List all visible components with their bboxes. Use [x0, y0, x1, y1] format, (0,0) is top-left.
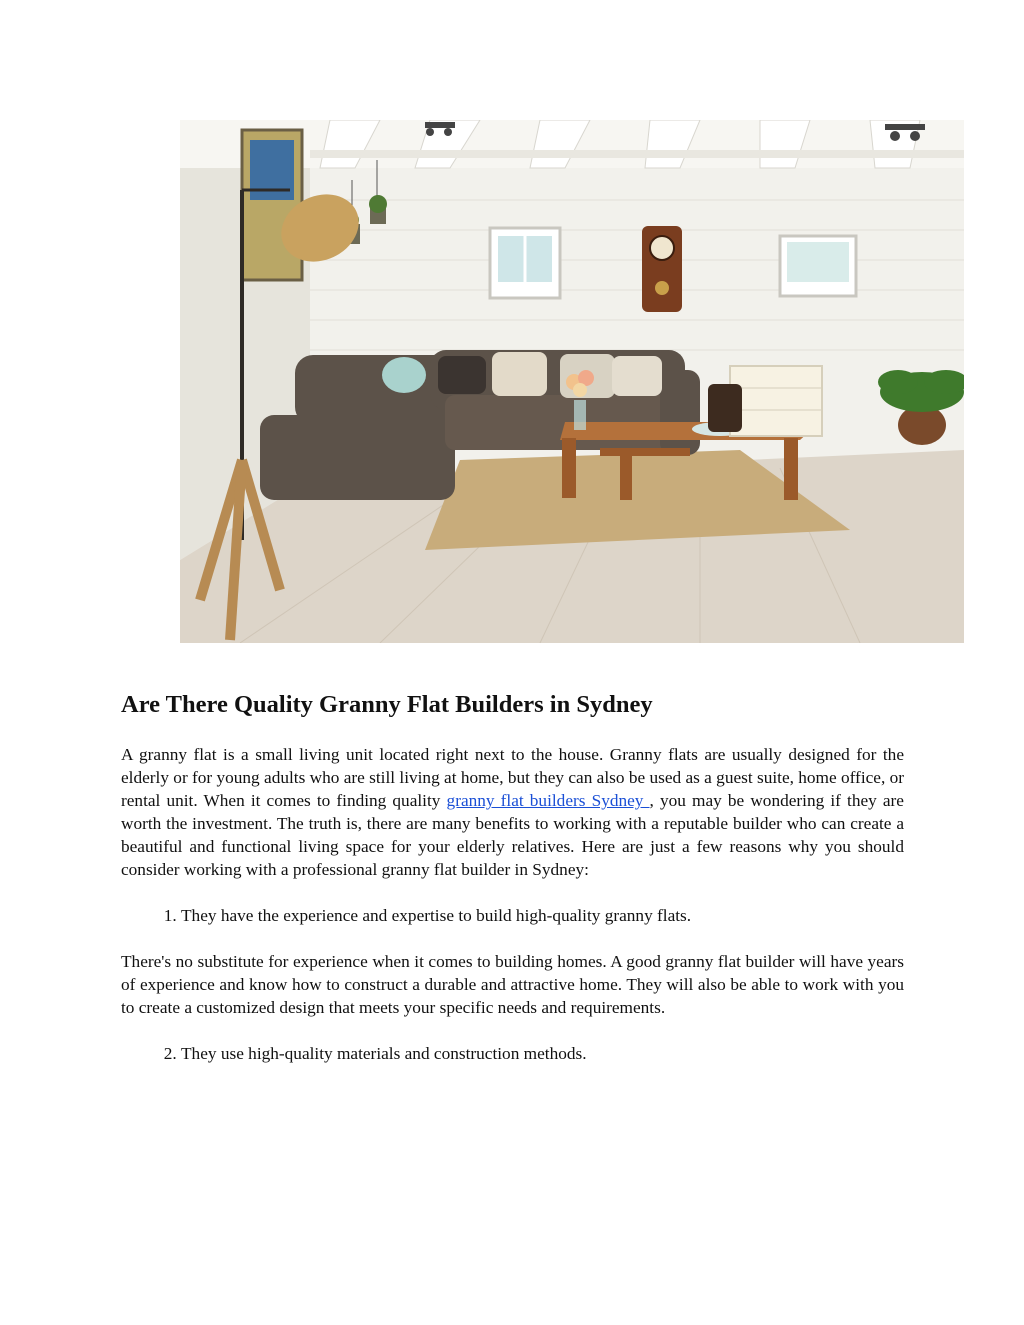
intro-text-after-link: , you may be wondering if they are worth the investment. The truth is, there are many benefits to working with a reputable builder who can create a beautiful and functional living space for your elderly relatives. Here are just a few reasons why you should consider working with a professional granny flat builder in Sydney: [121, 791, 904, 880]
list-item [181, 904, 904, 927]
article-title: Are There Quality Granny Flat Builders in Sydney [121, 691, 653, 718]
barrel [708, 384, 742, 432]
list-item-text: They have the experience and expertise to build high-quality granny flats. [181, 906, 692, 926]
list-item [181, 1042, 904, 1065]
reason-list-1 [121, 904, 904, 927]
article [121, 690, 904, 1088]
living-room-illustration [180, 120, 964, 643]
intro-text-before-link: A granny flat is a small living unit located right next to the house. Granny flats are usually designed for the elderly or for young adults who are still living at home, but they can also be used as a guest suite, home office, or rental unit. When it comes to finding quality [121, 745, 904, 811]
hero-photo [180, 120, 964, 643]
dresser [730, 366, 822, 436]
granny-flat-builders-link[interactable]: granny flat builders Sydney [446, 791, 650, 811]
experience-paragraph: There's no substitute for experience when it comes to building homes. A good granny flat builder will have years of experience and know how to construct a durable and attractive home. They will also be able to work with you to create a customized design that meets your specific needs and requirements. [121, 952, 904, 1018]
intro-paragraph [121, 743, 904, 881]
vase [574, 400, 586, 430]
reason-list-2 [121, 1042, 904, 1065]
list-item-text: They use high-quality materials and construction methods. [181, 1044, 587, 1064]
